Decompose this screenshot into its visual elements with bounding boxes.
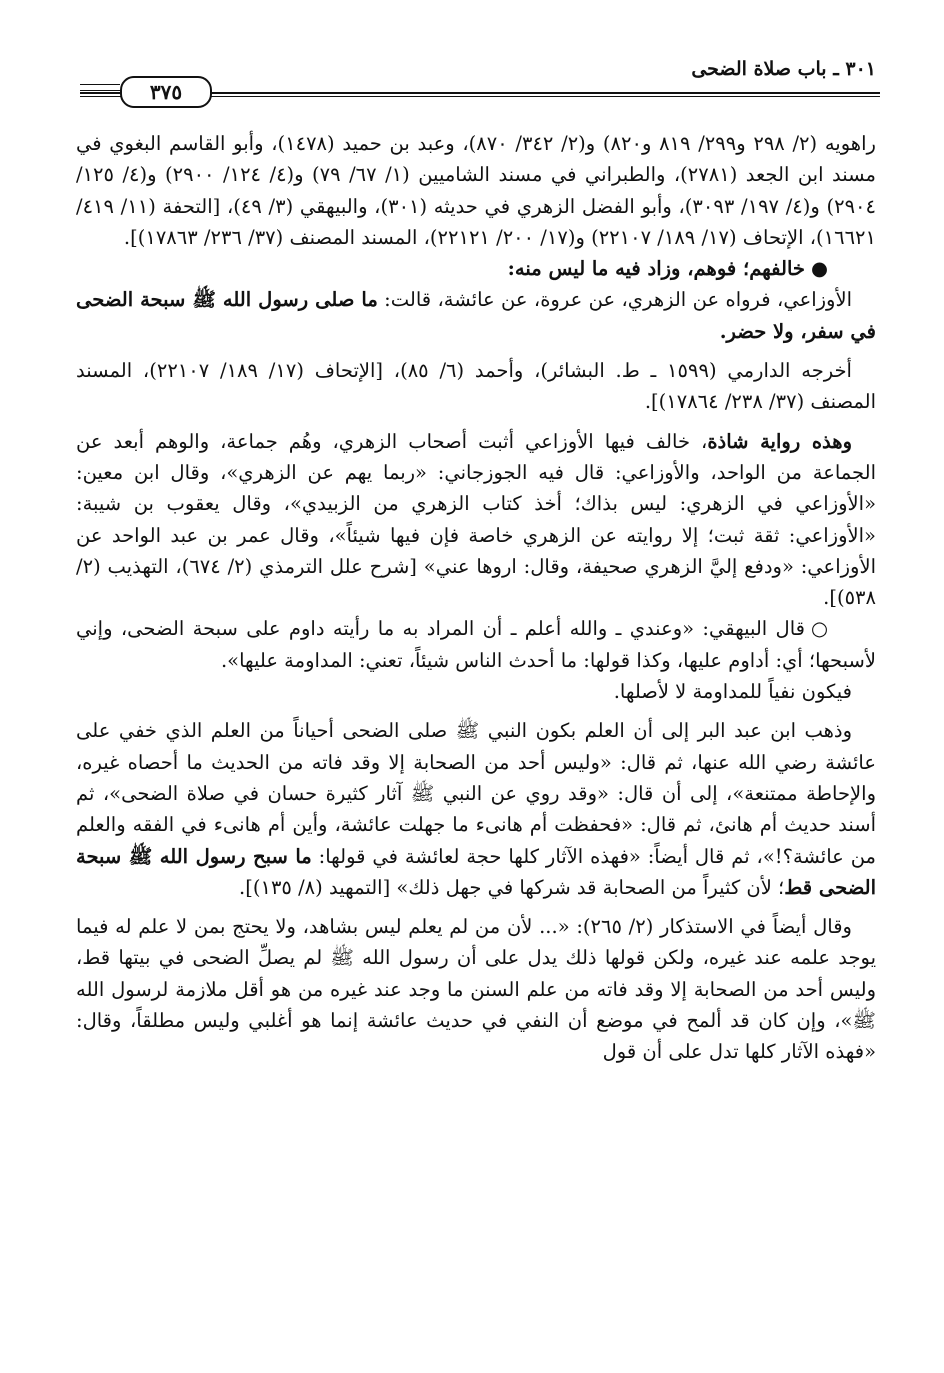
paragraph bbox=[76, 715, 876, 903]
text-segment: وذهب ابن عبد البر إلى أن العلم بكون النبي ﷺ صلى الضحى أحياناً من العلم الذي خفي على عائشة رضي الله عنها، ثم قال: «وليس أحد من الصحابة إلا وقد فاته من الحديث ما أحصاه غيره، والإحاطة ممتنعة»، إلى أن قال: «وقد روي عن النبي ﷺ آثار كثيرة حسان في صلاة الضحى»، ثم أسند حديث أم هانئ، ثم قال: «فحفظت أم هانىء ما جهلت عائشة، وأين أم هانىء في الفقه والعلم من عائشة؟!»، ثم قال أيضاً: «فهذه الآثار كلها حجة لعائشة في قولها: bbox=[76, 719, 876, 868]
paragraph-marker: ○ bbox=[810, 617, 828, 641]
paragraph bbox=[76, 128, 876, 253]
bold-text: ما صلى رسول الله ﷺ سبحة الضحى في سفر، ولا حضر. bbox=[76, 288, 876, 343]
page-number-ornament bbox=[80, 72, 230, 112]
text-segment: ؛ لأن كثيراً من الصحابة قد شركها في جهل ذلك» [التمهيد (٨/ ١٣٥)]. bbox=[239, 875, 785, 899]
paragraph-marker: ● bbox=[810, 257, 828, 281]
page-number: ٣٧٥ bbox=[120, 76, 212, 108]
bold-text: ما سبح رسول الله ﷺ سبحة الضحى قط bbox=[76, 844, 876, 899]
page-header bbox=[80, 52, 880, 104]
page-body bbox=[76, 128, 876, 1068]
bold-text: وهذه رواية شاذة bbox=[707, 429, 852, 453]
ornament-line bbox=[80, 84, 120, 85]
paragraph bbox=[76, 253, 876, 284]
ornament-line bbox=[80, 90, 120, 91]
paragraph bbox=[76, 284, 876, 347]
text-segment: ، خالف فيها الأوزاعي أثبت أصحاب الزهري، وهُم جماعة، والوهم أبعد عن الجماعة من الواحد، والأوزاعي: قال فيه الجوزجاني: «ربما يهم عن الزهري»، وقال ابن معين: «الأوزاعي في الزهري: ليس بذاك؛ أخذ كتاب الزهري من الزبيدي»، وقال يعقوب بن شيبة: «الأوزاعي: ثقة ثبت؛ إلا روايته عن الزهري خاصة فإن فيها شيئاً»، وقال عمر بن عبد الواحد عن الأوزاعي: «ودفع إليَّ الزهري صحيفة، وقال: اروها عني» [شرح علل الترمذي (٢/ ٦٧٤)، التهذيب (٢/ ٥٣٨)]. bbox=[76, 429, 876, 610]
paragraph bbox=[76, 676, 876, 707]
text-segment: قال البيهقي: «وعندي ـ والله أعلم ـ أن المراد به ما رأيته داوم على سبحة الضحى، وإني لأسبحها؛ أي: أداوم عليها، وكذا قولها: ما أحدث الناس شيئاً، تعني: المداومة عليها». bbox=[76, 617, 876, 672]
text-segment: فيكون نفياً للمداومة لا لأصلها. bbox=[613, 680, 852, 704]
text-segment: وقال أيضاً في الاستذكار (٢/ ٢٦٥): «... لأن من لم يعلم ليس بشاهد، ولا يحتج بمن لا علم له فيما يوجد علمه عند غيره، ولكن قولها ذلك يدل على أن رسول الله ﷺ لم يصلِّ الضحى في بيتها قط، وليس أحد من الصحابة إلا وقد فاته من علم السنن ما وجد عند غيره من هو أقل ملازمة لرسول الله ﷺ»، وإن كان قد ألمح في موضع أن النفي في حديث عائشة إنما هو أغلبي وليس مطلقاً، وقال: «فهذه الآثار كلها تدل على أن قول bbox=[76, 915, 876, 1064]
chapter-title: ٣٠١ ـ باب صلاة الضحى bbox=[691, 58, 876, 80]
text-segment: أخرجه الدارمي (١٥٩٩ ـ ط. البشائر)، وأحمد (٦/ ٨٥)، [الإتحاف (١٧/ ١٨٩/ ٢٢١٠٧)، المسند المصنف (٣٧/ ٢٣٨/ ١٧٨٦٤)]. bbox=[76, 359, 876, 414]
bold-text: خالفهم؛ فوهم، وزاد فيه ما ليس منه: bbox=[507, 257, 805, 281]
paragraph bbox=[76, 426, 876, 614]
paragraph bbox=[76, 355, 876, 418]
text-segment: راهويه (٢/ ٢٩٨ و٢٩٩/ ٨١٩ و٨٢٠) و(٢/ ٣٤٢/ ٨٧٠)، وعبد بن حميد (١٤٧٨)، وأبو القاسم البغوي في مسند ابن الجعد (٢٧٨١)، والطبراني في مسند الشاميين (١/ ٦٧/ ٧٩) و(٤/ ١٢٤/ ٢٩٠٠) و(٤/ ١٢٥/ ٢٩٠٤) و(٤/ ١٩٧/ ٣٠٩٣)، وأبو الفضل الزهري في حديثه (٣٠١)، والبيهقي (٣/ ٤٩)، [التحفة (١١/ ٤١٩/ ١٦٦٢١)، الإتحاف (١٧/ ١٨٩/ ٢٢١٠٧) و(١٧/ ٢٠٠/ ٢٢١٢١)، المسند المصنف (٣٧/ ٢٣٦/ ١٧٨٦٣)]. bbox=[76, 132, 876, 249]
paragraph bbox=[76, 613, 876, 676]
text-segment: الأوزاعي، فرواه عن الزهري، عن عروة، عن عائشة، قالت: bbox=[377, 288, 852, 312]
paragraph bbox=[76, 911, 876, 1067]
